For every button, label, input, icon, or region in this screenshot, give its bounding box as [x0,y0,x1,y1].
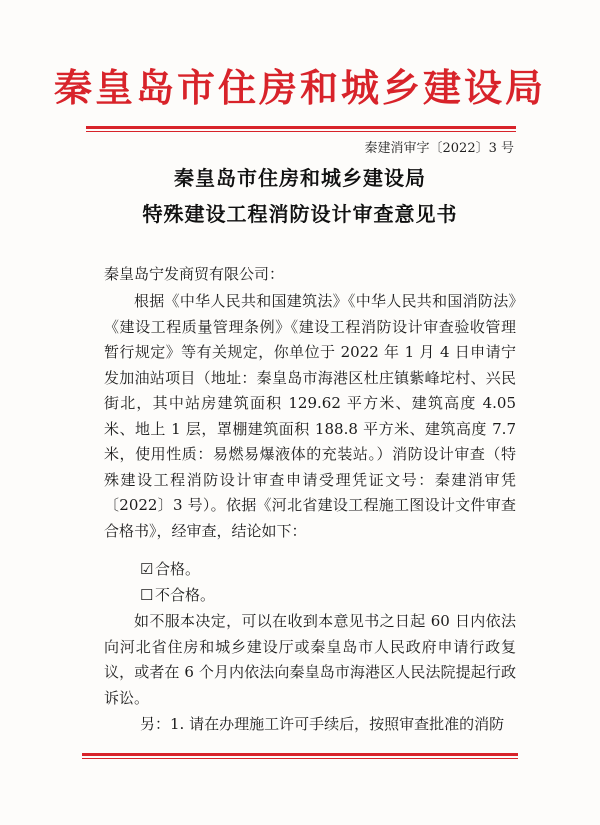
additional-note-paragraph: 另：1. 请在办理施工许可手续后，按照审查批准的消防 [140,715,505,733]
header-red-rule-thin [86,131,516,132]
appeal-paragraph: 如不服本决定，可以在收到本意见书之日起 60 日内依法向河北省住房和城乡建设厅或秦皇岛市人民政府申请行政复议，或者在 6 个月内依法向秦皇岛市海港区人民法院提起行政诉讼。 [104,612,516,707]
document-number: 秦建消审字〔2022〕3 号 [364,141,514,156]
footer-red-rule [82,753,518,756]
option-pass [140,557,200,581]
document-title: 特殊建设工程消防设计审查意见书 [142,202,458,226]
review-basis-paragraph: 根据《中华人民共和国建筑法》《中华人民共和国消防法》《建设工程质量管理条例》《建设工程消防设计审查验收管理暂行规定》等有关规定，你单位于 2022 年 1 月 4 日申请宁发加油站项目（地址：秦皇岛市海港区杜庄镇紫峰坨村、兴民街北，其中站房建筑面积 129.62 平方米、建筑高度 4.05 米、地上 1 层，罩棚建筑面积 188.8 平方米、建筑高度 7.7 米，使用性质：易燃易爆液体的充装站。）消防设计审查（特殊建设工程消防设计审查申请受理凭证文号：秦建消审凭〔2022〕3 号）。依据《河北省建设工程施工图设计文件审查合格书》，经审查，结论如下： [104,292,516,540]
document-title-agency: 秦皇岛市住房和城乡建设局 [174,166,426,190]
addressee: 秦皇岛宁发商贸有限公司： [104,265,285,283]
option-fail [140,583,215,607]
unchecked-checkbox-icon: ☐ [140,586,154,604]
footer-red-rule-thin [82,758,518,759]
header-red-rule [86,126,516,129]
agency-letterhead: 秦皇岛市住房和城乡建设局 [53,65,546,110]
option-pass-label: 合格。 [155,560,201,578]
checked-checkbox-icon: ☑ [140,560,154,578]
option-fail-label: 不合格。 [155,586,216,604]
